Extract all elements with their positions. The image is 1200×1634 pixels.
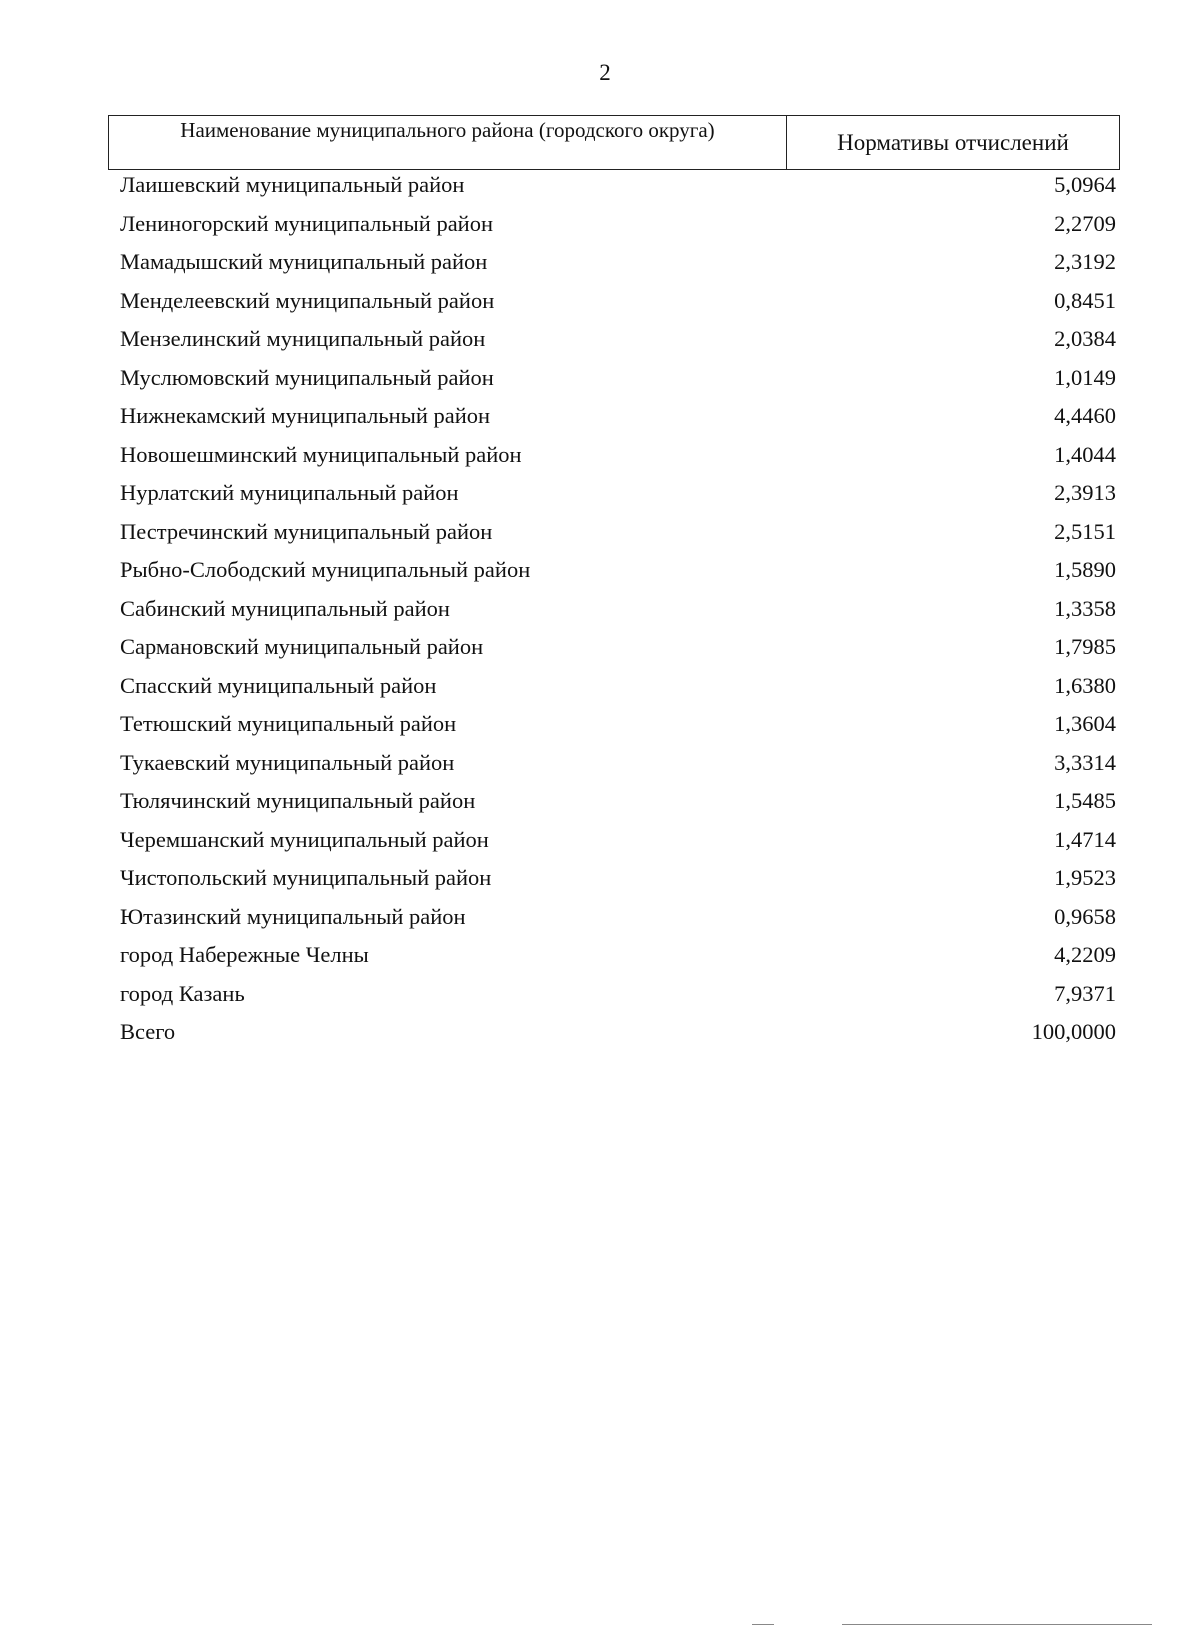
table-row — [108, 827, 1116, 866]
table-row — [108, 557, 1116, 596]
table-row — [108, 519, 1116, 558]
row-value: 2,0384 — [1054, 326, 1116, 351]
row-value: 1,3358 — [1054, 595, 1116, 621]
row-name: Сабинский муниципальный район — [120, 595, 450, 621]
row-value: 2,5151 — [1054, 518, 1116, 544]
row-name: Лениногорский муниципальный район — [120, 210, 494, 236]
row-value: 1,4044 — [1054, 441, 1116, 467]
row-name: Менделеевский муниципальный район — [120, 287, 495, 313]
column-header-name: Наименование муниципального района (городского округа) — [109, 116, 787, 169]
row-value: 7,9371 — [1054, 980, 1116, 1006]
table-row — [108, 711, 1116, 750]
table-body — [108, 172, 1116, 1058]
row-value: 5,0964 — [1054, 172, 1116, 197]
table-row — [108, 288, 1116, 327]
row-name: Новошешминский муниципальный район — [120, 441, 522, 467]
table-row — [108, 904, 1116, 943]
row-value: 1,5890 — [1054, 557, 1116, 582]
row-name: Тукаевский муниципальный район — [120, 749, 455, 775]
table-row — [108, 249, 1116, 288]
row-value: 1,6380 — [1054, 672, 1116, 698]
row-value: 4,2209 — [1054, 942, 1116, 967]
row-name: Тюлячинский муниципальный район — [120, 788, 476, 813]
row-name: Ютазинский муниципальный район — [120, 903, 466, 929]
row-value: 100,0000 — [1031, 1019, 1116, 1044]
row-name: Сармановский муниципальный район — [120, 634, 484, 659]
table-row — [108, 403, 1116, 442]
table-header — [108, 115, 1120, 170]
row-name: Спасский муниципальный район — [120, 672, 437, 698]
scan-artifact-line — [752, 1624, 774, 1625]
row-value: 1,9523 — [1054, 865, 1116, 890]
table-row — [108, 673, 1116, 712]
table-row — [108, 634, 1116, 673]
row-name: Тетюшский муниципальный район — [120, 711, 457, 736]
row-name: город Казань — [120, 980, 245, 1006]
row-name: Всего — [120, 1019, 176, 1044]
row-name: Нурлатский муниципальный район — [120, 480, 459, 505]
row-value: 2,3913 — [1054, 480, 1116, 505]
page-number: 2 — [599, 60, 611, 85]
row-value: 0,9658 — [1054, 903, 1116, 929]
row-name: Рыбно-Слободский муниципальный район — [120, 557, 531, 582]
row-value: 1,3604 — [1054, 711, 1116, 736]
table-row — [108, 788, 1116, 827]
row-value: 1,7985 — [1054, 634, 1116, 659]
row-value: 3,3314 — [1054, 749, 1116, 775]
table-row — [108, 172, 1116, 211]
table-row — [108, 365, 1116, 404]
table-row — [108, 981, 1116, 1020]
column-header-value: Нормативы отчислений — [837, 130, 1069, 155]
table-row — [108, 942, 1116, 981]
row-name: Чистопольский муниципальный район — [120, 865, 492, 890]
row-value: 0,8451 — [1054, 287, 1116, 313]
row-value: 1,0149 — [1054, 364, 1116, 390]
row-name: Муслюмовский муниципальный район — [120, 364, 494, 390]
row-value: 4,4460 — [1054, 403, 1116, 428]
row-name: Мензелинский муниципальный район — [120, 326, 486, 351]
table-row — [108, 480, 1116, 519]
table-row — [108, 1019, 1116, 1058]
row-name: Пестречинский муниципальный район — [120, 518, 493, 544]
row-name: Нижнекамский муниципальный район — [120, 403, 491, 428]
row-value: 2,3192 — [1054, 249, 1116, 274]
table-row — [108, 596, 1116, 635]
row-name: Черемшанский муниципальный район — [120, 826, 489, 852]
row-value: 2,2709 — [1054, 210, 1116, 236]
row-value: 1,4714 — [1054, 826, 1116, 852]
table-row — [108, 750, 1116, 789]
row-name: Мамадышский муниципальный район — [120, 249, 488, 274]
table-row — [108, 211, 1116, 250]
row-value: 1,5485 — [1054, 788, 1116, 813]
scan-artifact-line — [842, 1624, 1152, 1625]
row-name: Лаишевский муниципальный район — [120, 172, 465, 197]
table-row — [108, 326, 1116, 365]
table-row — [108, 865, 1116, 904]
row-name: город Набережные Челны — [120, 942, 369, 967]
table-row — [108, 442, 1116, 481]
